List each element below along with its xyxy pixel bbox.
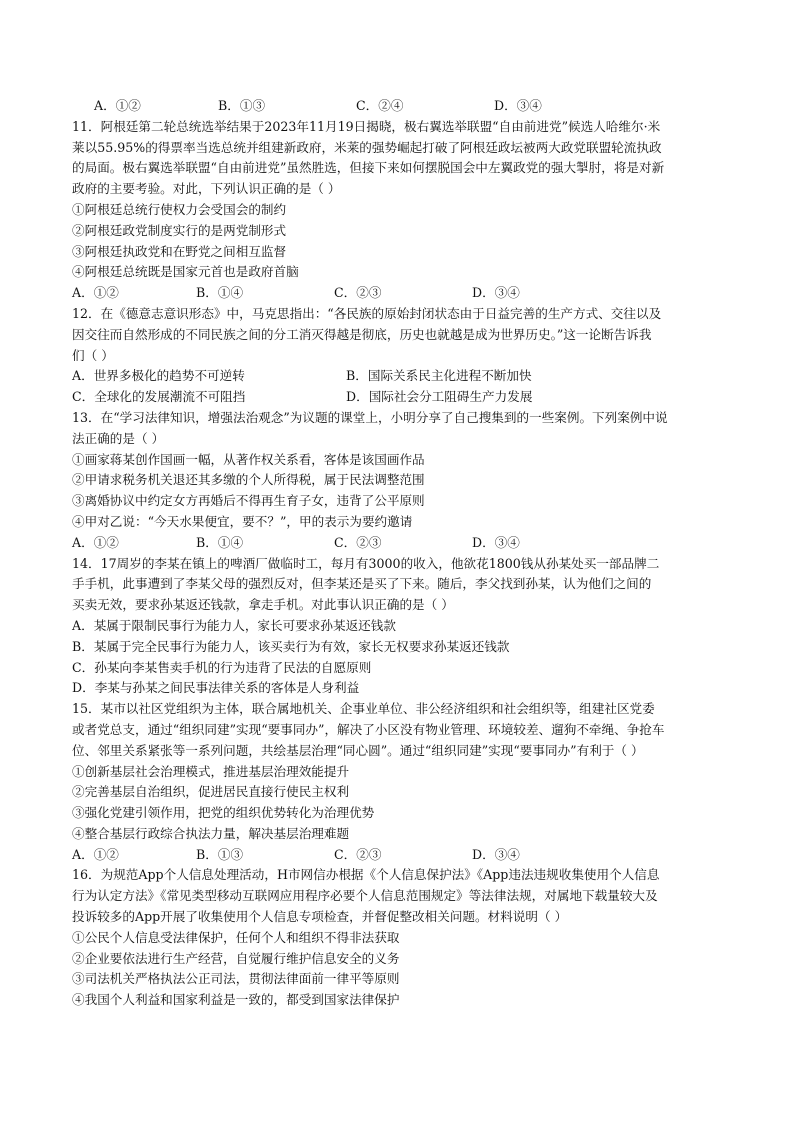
q15-item: ①创新基层社会治理模式，推进基层治理效能提升 — [72, 763, 350, 779]
q13-option-b[interactable]: B．①④ — [196, 534, 244, 550]
q10-option-a[interactable]: A．①② — [94, 98, 141, 113]
q11-stem-line: 政府的主要考验。对此，下列认识正确的是（ ） — [72, 181, 341, 197]
q11-option-a[interactable]: A．①② — [72, 285, 119, 301]
q14-option-a[interactable]: A．某属于限制民事行为能力人，家长可要求孙某返还钱款 — [72, 617, 396, 633]
question-15 — [72, 699, 726, 865]
q11-item: ②阿根廷政党制度实行的是两党制形式 — [72, 222, 287, 238]
q15-item: ④整合基层行政综合执法力量，解决基层治理难题 — [72, 825, 350, 841]
q14-stem-line: 买卖无效，要求孙某返还钱款，拿走手机。对此事认识正确的是（ ） — [72, 597, 454, 613]
q16-stem-line: 行为认定方法》《常见类型移动互联网应用程序必要个人信息范围规定》等法律法规，对属地下载量较大及 — [72, 888, 658, 904]
q15-option-b[interactable]: B．①③ — [196, 846, 244, 862]
q13-item: ④甲对乙说：“今天水果便宜，要不？”，甲的表示为要约邀请 — [72, 513, 413, 529]
q13-option-a[interactable]: A．①② — [72, 534, 119, 550]
q15-stem-line: 位、邻里关系紧张等一系列问题，共绘基层治理“同心圆”。通过“组织同建”实现“要事同办”有利于（ ） — [72, 742, 644, 758]
q11-option-d[interactable]: D．③④ — [472, 285, 520, 301]
q16-item: ④我国个人利益和国家利益是一致的，都受到国家法律保护 — [72, 992, 400, 1008]
q16-item: ③司法机关严格执法公正司法，贯彻法律面前一律平等原则 — [72, 971, 400, 987]
q14-stem-line: 14．17周岁的李某在镇上的啤酒厂做临时工，每月有3000的收入，他欲花1800钱从孙某处买一部品牌二 — [72, 555, 660, 571]
q15-option-a[interactable]: A．①② — [72, 846, 119, 862]
question-12 — [72, 304, 726, 408]
q12-stem-line: 们（ ） — [72, 347, 114, 363]
q12-option-a[interactable]: A．世界多极化的趋势不可逆转 — [72, 368, 245, 384]
q14-option-b[interactable]: B．某属于完全民事行为能力人，该买卖行为有效，家长无权要求孙某返还钱款 — [72, 638, 510, 654]
question-13 — [72, 408, 726, 554]
q14-stem-line: 手手机，此事遭到了李某父母的强烈反对，但李某还是买了下来。随后，李父找到孙某，认为他们之间的 — [72, 576, 652, 592]
q16-item: ①公民个人信息受法律保护，任何个人和组织不得非法获取 — [72, 929, 400, 945]
q10-option-b[interactable]: B．①③ — [218, 98, 266, 113]
q11-item: ③阿根廷执政党和在野党之间相互监督 — [72, 243, 287, 259]
q15-option-c[interactable]: C．②③ — [334, 846, 382, 862]
q13-stem-line: 法正确的是（ ） — [72, 430, 165, 446]
q15-option-d[interactable]: D．③④ — [472, 846, 520, 862]
q11-stem-line: 11．阿根廷第二轮总统选举结果于2023年11月19日揭晓，极右翼选举联盟“自由前进党”候选人哈维尔·米 — [72, 118, 661, 134]
q13-item: ①画家蒋某创作国画一幅，从著作权关系看，客体是该国画作品 — [72, 451, 425, 467]
q11-item: ④阿根廷总统既是国家元首也是政府首脑 — [72, 264, 299, 280]
q12-option-b[interactable]: B．国际关系民主化进程不断加快 — [346, 368, 532, 384]
q16-item: ②企业要依法进行生产经营，自觉履行维护信息安全的义务 — [72, 950, 400, 966]
q12-option-d[interactable]: D．国际社会分工阻碍生产力发展 — [346, 389, 533, 405]
q11-option-c[interactable]: C．②③ — [334, 285, 382, 301]
q12-stem-line: 因交往而自然形成的不同民族之间的分工消灭得越是彻底，历史也就越是成为世界历史。”这一论断告诉我 — [72, 326, 652, 342]
q13-options — [72, 533, 726, 554]
q15-item: ②完善基层自治组织，促进居民直接行使民主权利 — [72, 784, 350, 800]
q13-option-d[interactable]: D．③④ — [472, 534, 520, 550]
question-11 — [72, 117, 726, 304]
q15-options — [72, 845, 726, 866]
q16-stem-line: 投诉较多的App开展了收集使用个人信息专项检查，并督促整改相关问题。材料说明（ ） — [72, 909, 568, 925]
q10-option-c[interactable]: C．②④ — [356, 98, 404, 113]
q10-option-d[interactable]: D．③④ — [494, 98, 542, 113]
q11-option-b[interactable]: B．①④ — [196, 285, 244, 301]
q15-item: ③强化党建引领作用，把党的组织优势转化为治理优势 — [72, 805, 375, 821]
exam-page — [72, 96, 726, 1011]
q13-item: ③离婚协议中约定女方再婚后不得再生育子女，违背了公平原则 — [72, 493, 425, 509]
q14-option-c[interactable]: C．孙某向李某售卖手机的行为违背了民法的自愿原则 — [72, 659, 372, 675]
q12-options-row-1 — [72, 366, 726, 387]
q15-stem-line: 或者党总支，通过“组织同建”实现“要事同办”，解决了小区没有物业管理、环境较差、遛狗不牵绳、争抢车 — [72, 721, 665, 737]
q16-stem-line: 16．为规范App个人信息处理活动，H市网信办根据《个人信息保护法》《App违法违规收集使用个人信息 — [72, 867, 660, 883]
q14-option-d[interactable]: D．李某与孙某之间民事法律关系的客体是人身利益 — [72, 680, 360, 696]
q11-options — [72, 283, 726, 304]
q11-item: ①阿根廷总统行使权力会受国会的制约 — [72, 201, 287, 217]
q13-item: ②甲请求税务机关退还其多缴的个人所得税，属于民法调整范围 — [72, 472, 425, 488]
q13-stem-line: 13．在“学习法律知识，增强法治观念”为议题的课堂上，小明分享了自己搜集到的一些案例。下列案例中说 — [72, 409, 668, 425]
q10-options — [72, 96, 726, 117]
q13-option-c[interactable]: C．②③ — [334, 534, 382, 550]
question-14 — [72, 554, 726, 700]
q12-stem-line: 12．在《德意志意识形态》中，马克思指出：“各民族的原始封闭状态由于日益完善的生产方式、交往以及 — [72, 305, 662, 321]
q11-stem-line: 莱以55.95%的得票率当选总统并组建新政府，米莱的强势崛起打破了阿根廷政坛被两大政党联盟轮流执政 — [72, 139, 662, 155]
q12-options-row-2 — [72, 387, 726, 408]
question-16 — [72, 865, 726, 1011]
q12-option-c[interactable]: C．全球化的发展潮流不可阻挡 — [72, 389, 246, 405]
q15-stem-line: 15．某市以社区党组织为主体，联合属地机关、企事业单位、非公经济组织和社会组织等，组建社区党委 — [72, 701, 655, 717]
q11-stem-line: 的局面。极右翼选举联盟“自由前进党”虽然胜选，但接下来如何摆脱国会中左翼政党的强大掣肘，将是对新 — [72, 160, 665, 176]
